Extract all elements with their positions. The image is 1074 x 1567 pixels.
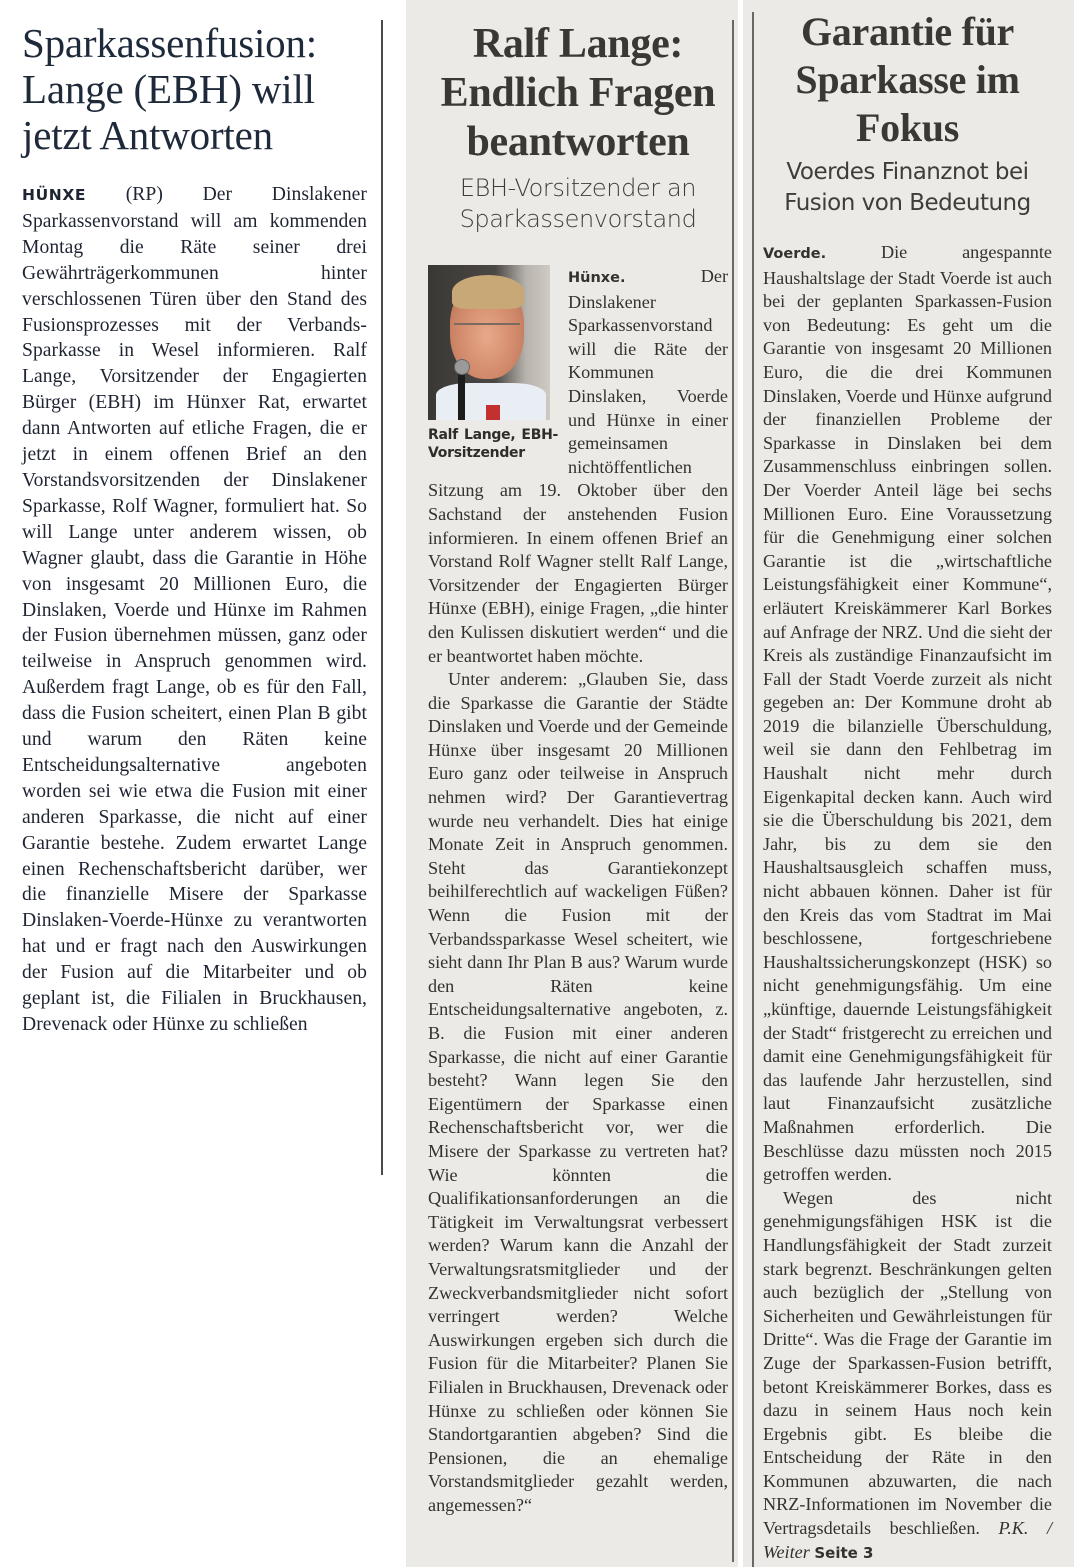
dateline: HÜNXE: [22, 186, 87, 204]
photo-figure: [428, 265, 558, 462]
paragraph: [763, 1187, 1052, 1566]
paragraph-text: Wegen des nicht genehmigungsfähigen HSK ist die Handlungsfähigkeit der Stadt zurzeit stark begrenzt. Beschränkungen gelten auch bezüglich der „Stellung von Sicherheiten und Gewährleistungen für Dritte“. Was die Frage der Garantie im Zuge der Sparkassen-Fusion betrifft, betont Kreiskämmerer Borkes, dass es dazu in seinem Haus noch kein Ergebnis gibt. Es bleibe die Entscheidung der Räte in den Kommunen abzuwarten, die nach NRZ-Informationen im November die Vertragsdetails beschließen.: [763, 1187, 1052, 1539]
photo-caption: Ralf Lange, EBH-Vorsitzender: [428, 427, 558, 461]
paragraph-text: Der Dinslakener Sparkassenvorstand will die Räte der Kommunen Dinslaken, Voerde und Hünxe in einer gemeinsamen nichtöffentlichen Sitzung am 19. Oktober über den Sachstand der anstehenden Fusion informieren. In einem offenen Brief an Vorstand Rolf Wagner stellt Ralf Lange, Vorsitzender der Engagierten Bürger Hünxe (EBH), einige Fragen, „die hinter den Kulissen diskutiert werden“ und die er beantwortet haben möchte.: [428, 266, 728, 666]
column-divider: [732, 20, 734, 1562]
paragraph: Unter anderem: „Glauben Sie, dass die Sparkasse die Garantie der Städte Dinslaken und Voerde und der Gemeinde Hünxe über insgesamt 20 Millionen Euro ganz oder teilweise in Anspruch nehmen wird? Der Garantievertrag wurde neu verhandelt. Dies hat einige Monate Zeit in Anspruch genommen. Steht das Garantiekonzept beihilferechtlich auf wackeligen Füßen? Wenn die Fusion mit der Verbandssparkasse Wesel scheitert, wie sieht dann Ihr Plan B aus? Warum wurde den Räten keine Entscheidungsalternative angeboten, z. B. die Fusion mit einer anderen Sparkasse, die nicht auf einer Garantie besteht? Wann legen Sie den Eigentümern der Sparkasse einen Rechenschaftsbericht vor, wer die Misere der Sparkasse zu vertreten hat? Wie könnten die Qualifikationsanforderungen an die Tätigkeit im Verwaltungsrat verbessert werden? Warum kann die Anzahl der Verwaltungsratsmitglieder und der Zweckverbandsmitglieder nicht sofort verringert werden? Welche Auswirkungen ergeben sich durch die Fusion für die Mitarbeiter? Planen Sie Filialen in Bruckhausen, Drevenack oder Hünxe zu schließen oder können Sie Standortgarantien abgeben? Sind die Pensionen, die an ehemalige Vorstandsmitglieder gezahlt werden, angemessen?“: [428, 669, 728, 1515]
subheadline: EBH-Vorsitzender an Sparkassenvorstand: [459, 174, 697, 233]
article-garantie: [743, 0, 1074, 1567]
body-text: Der Dinslakener Sparkassenvorstand will am kommenden Montag die Räte seiner drei Gewährträgerkommunen hinter verschlossenen Türen über den Stand des Fusionsprozesses mit der Verbands-Sparkasse in Wesel informieren. Ralf Lange, Vorsitzender der Engagierten Bürger (EBH) im Hünxer Rat, erwartet dann Antworten auf etliche Fragen, die er jetzt in einem offenen Brief an den Vorstandsvorsitzenden der Dinslakener Sparkasse, Rolf Wagner, formuliert hat. So will Lange unter anderem wissen, ob Wagner glaubt, dass die Garantie in Höhe von insgesamt 20 Millionen Euro, die Dinslaken, Voerde und Hünxe im Rahmen der Fusion übernehmen müssen, ganz oder teilweise in Anspruch genommen wird. Außerdem fragt Lange, ob es für den Fall, dass die Fusion scheitert, einen Plan B gibt und warum den Räten keine Entscheidungsalternative angeboten worden sei wie etwa die Fusion mit einer anderen Sparkasse, die nicht auf einer Garantie bestehe. Zudem erwartet Lange einen Rechenschaftsbericht darüber, wer die finanzielle Misere der Sparkasse Dinslaken-Voerde-Hünxe zu verantworten hat und er fragt nach den Auswirkungen der Fusion auf die Mitarbeiter und ob geplant ist, die Filialen in Bruckhausen, Drevenack oder Hünxe zu schließen: [22, 184, 367, 1035]
headline: Sparkassenfusion: Lange (EBH) will jetzt Antworten: [22, 20, 317, 158]
portrait-photo-icon: [428, 265, 550, 420]
dateline: Hünxe.: [568, 270, 626, 286]
article-ralf-lange: [406, 0, 738, 1567]
paragraph: [763, 241, 1052, 1187]
headline: Garantie für Sparkasse im Fokus: [795, 9, 1020, 150]
dateline: Voerde.: [763, 246, 827, 262]
article-body: [763, 241, 1052, 1565]
author-signoff: P.K. / Weiter: [763, 1518, 1052, 1562]
article-body: [428, 265, 728, 1517]
column-divider: [752, 12, 754, 1567]
column-divider: [381, 20, 383, 1175]
subheadline: Voerdes Finanznot bei Fusion von Bedeutung: [784, 159, 1031, 216]
article-body: [22, 182, 367, 1038]
page-reference: Seite 3: [814, 1543, 874, 1562]
headline: Ralf Lange: Endlich Fragen beantworten: [440, 21, 716, 165]
source-tag: (RP): [125, 184, 163, 205]
paragraph-text: Die angespannte Haushaltslage der Stadt Voerde ist auch bei der geplanten Sparkassen-Fusion von Bedeutung: Es geht um die Garantie von insgesamt 20 Millionen Euro, die die drei Kommunen Dinslaken, Voerde und Hünxe aufgrund der finanziellen Probleme der Sparkasse in Dinslaken bei dem Zusammenschluss einbringen sollen. Der Voerder Anteil läge bei sechs Millionen Euro. Eine Voraussetzung für die Genehmigung einer solchen Garantie ist die „wirtschaftliche Leistungsfähigkeit einer Kommune“, erläutert Kreiskämmerer Karl Borkes auf Anfrage der NRZ. Und die sieht der Kreis als zuständige Finanzaufsicht im Fall der Stadt Voerde zurzeit als nicht gegeben an: Der Kommune droht ab 2019 die bilanzielle Überschuldung, weil sie dann den Fehlbetrag im Haushalt nicht mehr durch Eigenkapital decken kann. Auch wird sie die Überschuldung bis 2021, dem Jahr, bis zu dem sie den Haushaltsausgleich schaffen muss, nicht abbauen können. Daher ist für den Kreis das vom Stadtrat im Mai beschlossene, fortgeschriebene Haushaltssicherungskonzept (HSK) so nicht genehmigungsfähig. Um eine „künftige, dauernde Leistungsfähigkeit der Stadt“ fristgerecht zu erreichen und damit eine Genehmigungsfähigkeit für das laufende Jahr herzustellen, sind laut Finanzaufsicht zusätzliche Maßnahmen erforderlich. Die Beschlüsse dazu müssten noch 2015 getroffen werden.: [763, 242, 1053, 1185]
article-sparkassenfusion: [0, 0, 383, 1567]
